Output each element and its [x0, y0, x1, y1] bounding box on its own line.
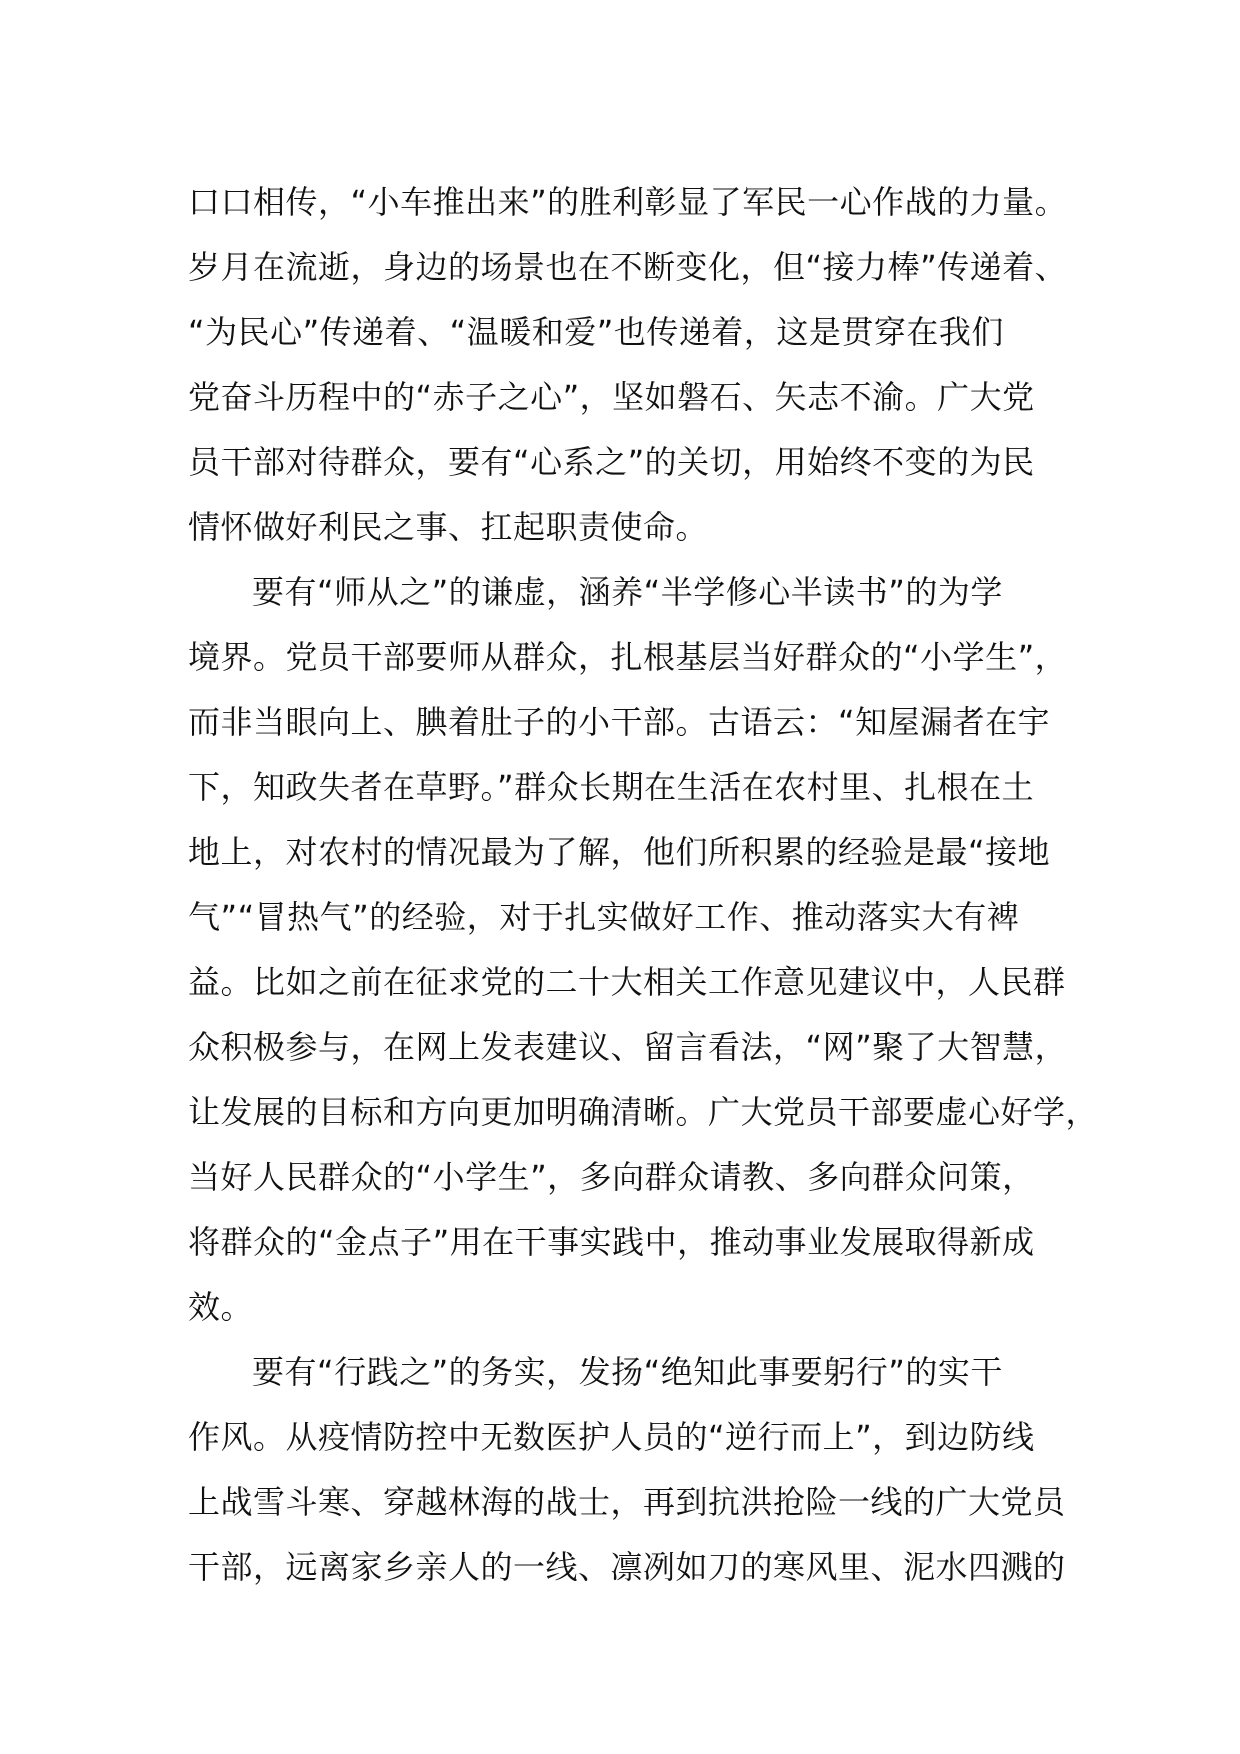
- text-line: 益。比如之前在征求党的二十大相关工作意见建议中，人民群: [188, 963, 1066, 1001]
- text-line: 干部，远离家乡亲人的一线、凛冽如刀的寒风里、泥水四溅的: [188, 1548, 1066, 1586]
- text-line: 口口相传，“小车推出来”的胜利彰显了军民一心作战的力量。: [188, 183, 1068, 221]
- text-line: 党奋斗历程中的“赤子之心”，坚如磐石、矢志不渝。广大党: [188, 378, 1035, 416]
- text-line: 将群众的“金点子”用在干事实践中，推动事业发展取得新成: [188, 1223, 1035, 1261]
- body-text: [188, 170, 1099, 1600]
- text-line: 地上，对农村的情况最为了解，他们所积累的经验是最“接地: [188, 833, 1051, 871]
- text-line: 当好人民群众的“小学生”，多向群众请教、多向群众问策，: [188, 1158, 1035, 1196]
- text-line: 让发展的目标和方向更加明确清晰。广大党员干部要虚心好学，: [188, 1093, 1099, 1131]
- text-line: 情怀做好利民之事、扛起职责使命。: [188, 508, 709, 546]
- text-line: 上战雪斗寒、穿越林海的战士，再到抗洪抢险一线的广大党员: [188, 1483, 1066, 1521]
- text-line: 众积极参与，在网上发表建议、留言看法，“网”聚了大智慧，: [188, 1028, 1068, 1066]
- text-line: 下，知政失者在草野。”群众长期在生活在农村里、扎根在土: [188, 768, 1035, 806]
- text-line: 效。: [188, 1288, 254, 1326]
- text-line: 境界。党员干部要师从群众，扎根基层当好群众的“小学生”，: [188, 638, 1068, 676]
- paragraph-start-line: 要有“师从之”的谦虚，涵养“半学修心半读书”的为学: [252, 573, 1003, 611]
- text-line: 员干部对待群众，要有“心系之”的关切，用始终不变的为民: [188, 443, 1035, 481]
- text-line: 而非当眼向上、腆着肚子的小干部。古语云：“知屋漏者在宇: [188, 703, 1051, 741]
- text-line: 气”“冒热气”的经验，对于扎实做好工作、推动落实大有裨: [188, 898, 1020, 936]
- text-line: 岁月在流逝，身边的场景也在不断变化，但“接力棒”传递着、: [188, 248, 1068, 286]
- paragraph-start-line: 要有“行践之”的务实，发扬“绝知此事要躬行”的实干: [252, 1353, 1003, 1391]
- text-line: “为民心”传递着、“温暖和爱”也传递着，这是贯穿在我们: [188, 313, 1004, 351]
- text-line: 作风。从疫情防控中无数医护人员的“逆行而上”，到边防线: [188, 1418, 1035, 1456]
